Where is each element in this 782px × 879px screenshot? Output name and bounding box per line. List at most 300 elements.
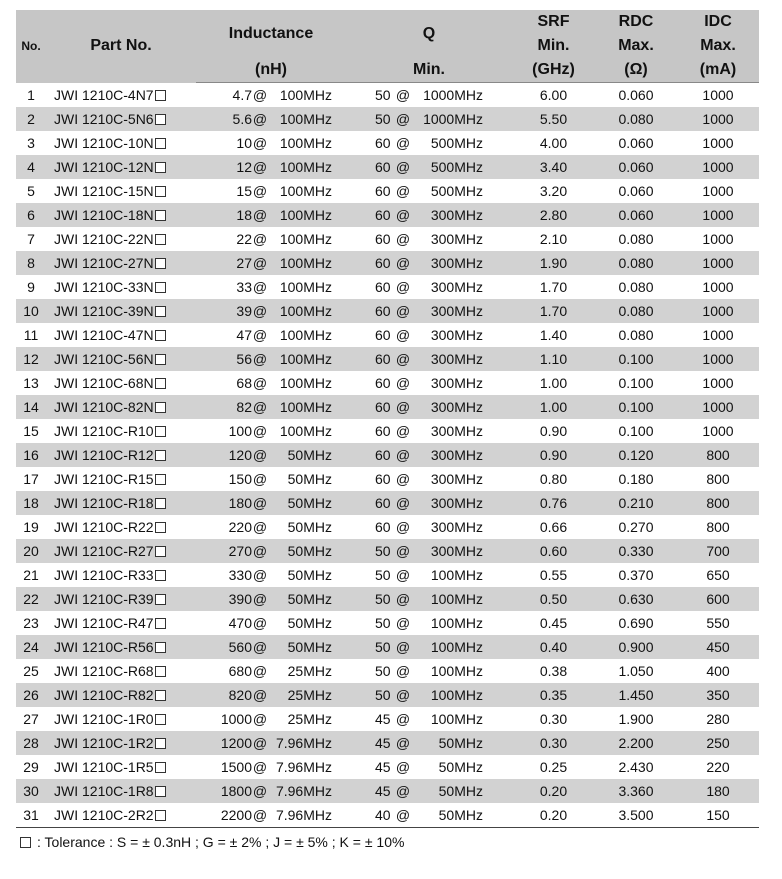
row-idc: 280 [706,711,730,727]
row-rdc: 1.450 [595,683,677,707]
inductance-test-frequency: 100MHz [279,399,332,415]
inductance-value: 22 [236,231,252,247]
row-rdc: 0.060 [618,183,654,199]
row-idc: 600 [677,587,759,611]
part-number: JWI 1210C-27N [54,255,154,271]
row-idc: 450 [677,635,759,659]
row-q [346,323,512,347]
row-rdc: 0.080 [618,327,654,343]
row-idc: 550 [706,615,730,631]
inductance-test-frequency: 25MHz [287,687,332,703]
at-symbol: @ [395,687,411,703]
table-row [16,131,759,155]
row-rdc: 0.080 [618,279,654,295]
table-row [16,611,759,635]
inductance-test-frequency: 100MHz [279,159,332,175]
row-no: 30 [16,779,46,803]
row-part-no [46,203,196,227]
q-test-frequency: 100MHz [430,687,483,703]
at-symbol: @ [252,399,268,415]
row-part-no [46,707,196,731]
table-row [16,443,759,467]
inductance-test-frequency: 100MHz [279,231,332,247]
q-value: 50 [375,615,391,631]
q-test-frequency: 100MHz [430,615,483,631]
row-idc: 220 [706,759,730,775]
tolerance-box-icon [155,162,166,173]
row-rdc: 2.430 [618,759,654,775]
row-no: 22 [16,587,46,611]
inductance-value: 1800 [220,783,252,799]
inductance-test-frequency: 100MHz [279,207,332,223]
at-symbol: @ [252,519,268,535]
inductance-test-frequency: 100MHz [279,135,332,151]
q-value: 45 [375,759,391,775]
at-symbol: @ [395,567,411,583]
inductance-value: 470 [228,615,252,631]
q-test-frequency: 300MHz [430,543,483,559]
tolerance-box-icon [155,210,166,221]
q-test-frequency: 500MHz [430,135,483,151]
row-inductance [196,515,346,539]
at-symbol: @ [395,399,411,415]
header-rdc: RDC [595,10,677,34]
table-row [16,563,759,587]
part-number: JWI 1210C-10N [54,135,154,151]
q-test-frequency: 100MHz [430,663,483,679]
row-q [346,563,512,587]
row-srf: 2.10 [539,231,568,247]
inductance-value: 100 [228,423,252,439]
at-symbol: @ [395,159,411,175]
inductance-test-frequency: 50MHz [287,639,332,655]
row-no: 13 [23,375,39,391]
table-row [16,803,759,828]
row-srf: 0.45 [539,615,568,631]
row-inductance [196,731,346,755]
row-srf: 2.80 [512,203,595,227]
inductance-test-frequency: 50MHz [287,519,332,535]
row-q [346,491,512,515]
tolerance-footnote [20,833,404,851]
row-idc: 800 [677,443,759,467]
row-srf: 3.40 [512,155,595,179]
row-no: 6 [16,203,46,227]
at-symbol: @ [395,447,411,463]
row-inductance [196,659,346,683]
row-q [346,155,512,179]
row-srf: 1.70 [539,279,568,295]
row-no: 2 [16,107,46,131]
row-q [346,203,512,227]
table-row [16,299,759,323]
table-row [16,659,759,683]
at-symbol: @ [252,111,268,127]
row-part-no [46,443,196,467]
q-value: 60 [375,375,391,391]
row-rdc: 0.370 [618,567,654,583]
row-rdc: 1.050 [618,663,654,679]
inductance-test-frequency: 100MHz [279,375,332,391]
q-test-frequency: 500MHz [430,159,483,175]
row-rdc: 0.060 [595,203,677,227]
row-q [346,371,512,395]
row-q [346,803,512,828]
at-symbol: @ [252,543,268,559]
inductance-value: 820 [228,687,252,703]
at-symbol: @ [252,471,268,487]
row-q [346,251,512,275]
row-srf: 0.40 [512,635,595,659]
row-idc: 1000 [702,183,734,199]
inductance-test-frequency: 100MHz [279,111,332,127]
row-srf: 1.10 [512,347,595,371]
table-row [16,755,759,779]
q-test-frequency: 100MHz [430,591,483,607]
row-inductance [196,635,346,659]
row-idc: 1000 [702,231,734,247]
row-idc: 400 [706,663,730,679]
table-row [16,467,759,491]
row-rdc: 0.080 [595,107,677,131]
q-value: 50 [375,687,391,703]
table-row [16,83,759,108]
row-part-no [46,275,196,299]
q-test-frequency: 100MHz [430,711,483,727]
part-number: JWI 1210C-R10 [54,423,154,439]
inductance-value: 150 [228,471,252,487]
q-value: 45 [375,711,391,727]
row-srf: 0.80 [539,471,568,487]
part-number: JWI 1210C-4N7 [54,86,154,103]
at-symbol: @ [252,591,268,607]
tolerance-box-icon [155,570,166,581]
table-row [16,779,759,803]
tolerance-box-icon [155,234,166,245]
row-inductance [196,563,346,587]
row-q [346,419,512,443]
row-q [346,515,512,539]
inductance-test-frequency: 7.96MHz [275,807,332,823]
row-q [346,707,512,731]
row-idc: 700 [677,539,759,563]
q-test-frequency: 1000MHz [423,87,483,103]
row-inductance [196,539,346,563]
table-row [16,419,759,443]
row-part-no [46,491,196,515]
at-symbol: @ [252,567,268,583]
tolerance-box-icon [155,810,166,821]
row-rdc: 0.330 [595,539,677,563]
at-symbol: @ [395,183,411,199]
at-symbol: @ [395,279,411,295]
table-row [16,155,759,179]
part-number: JWI 1210C-1R2 [54,735,154,751]
at-symbol: @ [252,159,268,175]
inductance-test-frequency: 100MHz [279,303,332,319]
row-q [346,299,512,323]
tolerance-box-icon [155,90,166,101]
q-value: 60 [375,399,391,415]
tolerance-box-icon [155,786,166,797]
row-no: 26 [16,683,46,707]
row-srf: 1.00 [512,395,595,419]
row-srf: 0.35 [512,683,595,707]
inductance-test-frequency: 100MHz [279,351,332,367]
part-number: JWI 1210C-39N [54,303,154,319]
row-idc: 180 [677,779,759,803]
table-row [16,251,759,275]
table-row [16,539,759,563]
part-number: JWI 1210C-22N [54,231,154,247]
inductance-test-frequency: 7.96MHz [275,759,332,775]
at-symbol: @ [395,495,411,511]
row-q [346,227,512,251]
inductance-test-frequency: 25MHz [287,663,332,679]
row-q [346,731,512,755]
row-rdc: 0.080 [618,231,654,247]
inductance-value: 330 [228,567,252,583]
part-number: JWI 1210C-33N [54,279,154,295]
row-no: 9 [27,279,35,295]
at-symbol: @ [252,255,268,271]
row-inductance [196,107,346,131]
q-value: 60 [375,255,391,271]
table-row [16,179,759,203]
tolerance-box-icon [155,522,166,533]
inductance-test-frequency: 50MHz [287,471,332,487]
q-value: 60 [375,423,391,439]
row-idc: 350 [677,683,759,707]
row-inductance [196,683,346,707]
header-idc: IDC [677,10,759,34]
at-symbol: @ [395,735,411,751]
row-no: 27 [23,711,39,727]
tolerance-box-icon [155,618,166,629]
q-test-frequency: 300MHz [430,327,483,343]
row-q [346,587,512,611]
row-rdc: 0.630 [595,587,677,611]
q-value: 60 [375,327,391,343]
row-part-no [46,659,196,683]
row-q [346,779,512,803]
at-symbol: @ [252,279,268,295]
inductance-test-frequency: 50MHz [287,567,332,583]
row-q [346,395,512,419]
at-symbol: @ [395,351,411,367]
tolerance-box-icon [155,282,166,293]
row-q [346,131,512,155]
row-q [346,683,512,707]
row-srf: 0.66 [539,519,568,535]
row-inductance [196,611,346,635]
row-q [346,611,512,635]
row-part-no [46,563,196,587]
row-part-no [46,83,196,108]
inductance-value: 27 [236,255,252,271]
part-number: JWI 1210C-1R8 [54,783,154,799]
at-symbol: @ [252,639,268,655]
tolerance-box-icon [155,546,166,557]
q-value: 60 [375,183,391,199]
row-idc: 1000 [702,279,734,295]
at-symbol: @ [252,615,268,631]
row-inductance [196,131,346,155]
row-idc: 650 [706,567,730,583]
row-part-no [46,155,196,179]
footnote-text: : Tolerance : S = ± 0.3nH ; G = ± 2% ; J = ± 5% ; K = ± 10% [37,834,405,850]
row-inductance [196,251,346,275]
at-symbol: @ [252,807,268,823]
row-q [346,443,512,467]
tolerance-box-icon [155,402,166,413]
part-number: JWI 1210C-R27 [54,543,154,559]
part-number: JWI 1210C-R33 [54,567,154,583]
row-part-no [46,539,196,563]
tolerance-box-icon [155,666,166,677]
table-body [16,83,759,828]
q-value: 50 [375,591,391,607]
row-idc: 800 [706,519,730,535]
row-rdc: 0.060 [618,87,654,103]
at-symbol: @ [395,471,411,487]
inductance-value: 5.6 [232,111,252,127]
q-test-frequency: 50MHz [438,807,483,823]
row-part-no [46,371,196,395]
header-inductance: Inductance [196,10,346,58]
tolerance-box-icon [155,258,166,269]
row-rdc: 0.180 [618,471,654,487]
row-rdc: 0.100 [618,375,654,391]
row-part-no [46,611,196,635]
row-part-no [46,683,196,707]
row-idc: 800 [706,471,730,487]
q-value: 60 [375,495,391,511]
row-part-no [46,515,196,539]
row-rdc: 0.120 [595,443,677,467]
part-number: JWI 1210C-R68 [54,663,154,679]
row-no: 23 [23,615,39,631]
at-symbol: @ [252,207,268,223]
row-rdc: 2.200 [595,731,677,755]
inductance-test-frequency: 50MHz [287,543,332,559]
inductance-value: 180 [228,495,252,511]
row-no: 31 [16,803,46,828]
inductance-value: 1000 [220,711,252,727]
q-test-frequency: 300MHz [430,471,483,487]
at-symbol: @ [395,543,411,559]
row-idc: 1000 [702,327,734,343]
row-rdc: 0.100 [595,347,677,371]
row-inductance [196,707,346,731]
tolerance-box-icon [155,714,166,725]
q-value: 50 [375,639,391,655]
tolerance-box-icon [20,837,31,848]
row-part-no [46,227,196,251]
q-value: 45 [375,735,391,751]
row-part-no [46,347,196,371]
part-number: JWI 1210C-R56 [54,639,154,655]
row-q [346,659,512,683]
header-idc-unit: (mA) [677,58,759,83]
row-part-no [46,395,196,419]
q-test-frequency: 50MHz [438,783,483,799]
header-rdc-unit: (Ω) [595,58,677,83]
at-symbol: @ [252,495,268,511]
part-number: JWI 1210C-15N [54,183,154,199]
row-idc: 1000 [702,135,734,151]
row-srf: 0.76 [512,491,595,515]
row-inductance [196,491,346,515]
at-symbol: @ [252,231,268,247]
row-rdc: 3.360 [595,779,677,803]
inductance-test-frequency: 50MHz [287,495,332,511]
row-no: 14 [16,395,46,419]
q-value: 60 [375,207,391,223]
row-srf: 6.00 [539,87,568,103]
row-idc: 1000 [702,87,734,103]
row-idc: 1000 [677,203,759,227]
inductance-value: 18 [236,207,252,223]
at-symbol: @ [252,735,268,751]
at-symbol: @ [395,639,411,655]
row-q [346,179,512,203]
part-number: JWI 1210C-R15 [54,471,154,487]
row-idc: 1000 [677,251,759,275]
table-row [16,515,759,539]
row-q [346,107,512,131]
row-idc: 250 [677,731,759,755]
inductance-value: 1200 [220,735,252,751]
row-no: 28 [16,731,46,755]
q-value: 60 [375,519,391,535]
inductance-value: 82 [236,399,252,415]
part-number: JWI 1210C-R18 [54,495,154,511]
inductance-test-frequency: 100MHz [279,87,332,103]
q-value: 60 [375,471,391,487]
inductance-test-frequency: 100MHz [279,279,332,295]
at-symbol: @ [395,303,411,319]
row-no: 4 [16,155,46,179]
tolerance-box-icon [155,498,166,509]
q-value: 60 [375,279,391,295]
part-number: JWI 1210C-R22 [54,519,154,535]
part-number: JWI 1210C-12N [54,159,154,175]
inductance-test-frequency: 25MHz [287,711,332,727]
at-symbol: @ [252,183,268,199]
row-part-no [46,731,196,755]
q-test-frequency: 500MHz [430,183,483,199]
row-rdc: 0.080 [595,299,677,323]
q-test-frequency: 100MHz [430,567,483,583]
q-test-frequency: 300MHz [430,375,483,391]
header-srf-min: Min. [512,34,595,58]
tolerance-box-icon [155,330,166,341]
row-inductance [196,395,346,419]
row-idc: 1000 [677,299,759,323]
row-no: 16 [16,443,46,467]
row-no: 5 [27,183,35,199]
tolerance-box-icon [155,306,166,317]
part-number: JWI 1210C-R12 [54,447,154,463]
row-no: 21 [23,567,39,583]
part-number: JWI 1210C-5N6 [54,111,154,127]
at-symbol: @ [395,375,411,391]
at-symbol: @ [252,759,268,775]
row-inductance [196,443,346,467]
at-symbol: @ [252,783,268,799]
table-row [16,227,759,251]
